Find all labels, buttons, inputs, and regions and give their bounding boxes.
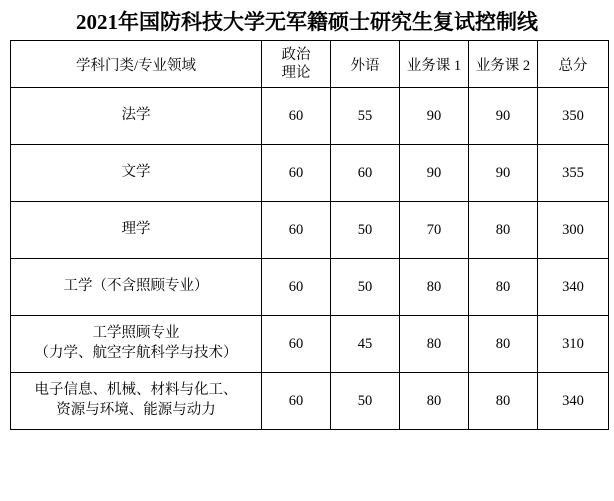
cell-total: 340 (538, 259, 609, 316)
cell-subject-line2: （力学、航空字航科学与技术） (34, 345, 238, 361)
cell-course1: 90 (400, 145, 469, 202)
cell-subject-line1: 理学 (121, 221, 151, 238)
table-row (11, 88, 609, 145)
cell-course1: 80 (400, 316, 469, 373)
cell-course2: 80 (469, 316, 538, 373)
table-header (11, 41, 609, 88)
header-total: 总分 (538, 41, 609, 88)
cell-course2: 80 (469, 259, 538, 316)
cell-course1: 90 (400, 88, 469, 145)
cell-course2: 90 (469, 145, 538, 202)
table-row (11, 145, 609, 202)
cell-subject (11, 145, 262, 202)
header-major-course-1: 业务课 1 (400, 41, 469, 88)
cell-subject-line1: 文学 (121, 164, 151, 181)
cell-foreign: 55 (331, 88, 400, 145)
cell-total: 355 (538, 145, 609, 202)
table-header-row (11, 41, 609, 88)
cell-foreign: 50 (331, 202, 400, 259)
cell-foreign: 50 (331, 259, 400, 316)
cell-subject-line1: 工学（不含照顾专业） (63, 278, 209, 295)
cell-politics: 60 (262, 202, 331, 259)
cell-total: 350 (538, 88, 609, 145)
header-subject: 学科门类/专业领域 (11, 41, 262, 88)
cell-total: 310 (538, 316, 609, 373)
cell-course1: 80 (400, 373, 469, 430)
cell-subject-line1: 电子信息、机械、材料与化工、 (34, 382, 238, 399)
cell-subject (11, 202, 262, 259)
cell-politics: 60 (262, 373, 331, 430)
page-title: 2021年国防科技大学无军籍硕士研究生复试控制线 (76, 10, 538, 34)
cell-foreign: 50 (331, 373, 400, 430)
table-row (11, 316, 609, 373)
score-control-line-table (10, 40, 609, 430)
header-major-course-2: 业务课 2 (469, 41, 538, 88)
cell-subject (11, 259, 262, 316)
cell-politics: 60 (262, 259, 331, 316)
table-row (11, 202, 609, 259)
cell-subject-line1: 法学 (121, 107, 151, 124)
cell-course1: 80 (400, 259, 469, 316)
cell-subject (11, 316, 262, 373)
cell-politics: 60 (262, 145, 331, 202)
header-foreign-language: 外语 (331, 41, 400, 88)
cell-politics: 60 (262, 316, 331, 373)
cell-subject (11, 88, 262, 145)
cell-subject-line2: 资源与环境、能源与动力 (56, 402, 216, 418)
header-politics-line1: 政治 (281, 46, 311, 63)
table-body (11, 88, 609, 430)
table-row (11, 373, 609, 430)
cell-politics: 60 (262, 88, 331, 145)
cell-subject (11, 373, 262, 430)
cell-foreign: 45 (331, 316, 400, 373)
cell-course2: 80 (469, 373, 538, 430)
cell-total: 300 (538, 202, 609, 259)
cell-foreign: 60 (331, 145, 400, 202)
table-container (0, 40, 614, 430)
cell-course2: 80 (469, 202, 538, 259)
cell-total: 340 (538, 373, 609, 430)
cell-subject-line1: 工学照顾专业 (92, 325, 180, 342)
table-row (11, 259, 609, 316)
cell-course1: 70 (400, 202, 469, 259)
cell-course2: 90 (469, 88, 538, 145)
header-politics-line2: 理论 (281, 65, 311, 81)
header-politics (262, 41, 331, 88)
